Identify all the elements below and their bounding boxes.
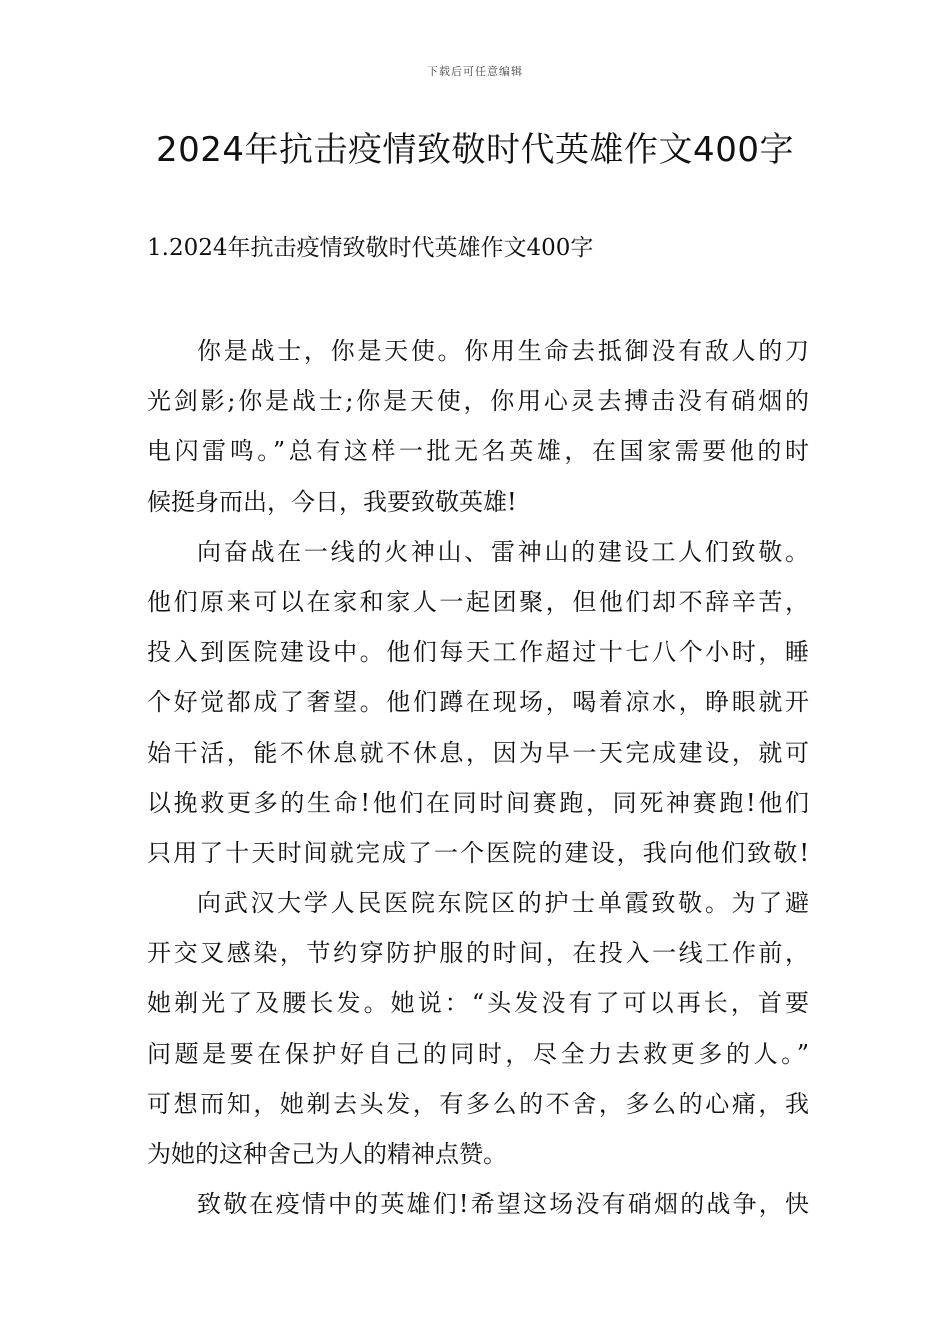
document-title: 2024年抗击疫情致敬时代英雄作文400字 [156, 130, 794, 170]
body-line: 候挺身而出，今日，我要致敬英雄! [147, 487, 517, 516]
body-line: 可想而知，她剃去头发，有多么的不舍，多么的心痛，我 [147, 1089, 809, 1118]
body-line: 始干活，能不休息就不休息，因为早一天完成建设，就可 [147, 738, 809, 767]
body-line: 问题是要在保护好自己的同时，尽全力去救更多的人。” [147, 1039, 809, 1068]
essay-body [147, 326, 809, 1229]
body-line: 向武汉大学人民医院东院区的护士单霞致敬。为了避 [197, 889, 809, 918]
body-line: 光剑影;你是战士;你是天使，你用心灵去搏击没有硝烟的 [147, 387, 809, 416]
body-line: 以挽救更多的生命!他们在同时间赛跑，同死神赛跑!他们 [147, 788, 809, 817]
body-line: 为她的这种舍己为人的精神点赞。 [147, 1140, 507, 1168]
body-line: 她剃光了及腰长发。她说：“头发没有了可以再长，首要 [147, 989, 809, 1018]
body-line: 只用了十天时间就完成了一个医院的建设，我向他们致敬! [147, 838, 809, 867]
header-note: 下载后可任意编辑 [427, 65, 523, 78]
body-line: 开交叉感染，节约穿防护服的时间，在投入一线工作前， [147, 939, 809, 968]
body-line: 向奋战在一线的火神山、雷神山的建设工人们致敬。 [197, 537, 809, 566]
body-line: 致敬在疫情中的英雄们!希望这场没有硝烟的战争，快 [197, 1190, 809, 1219]
body-line: 他们原来可以在家和家人一起团聚，但他们却不辞辛苦， [147, 587, 809, 616]
body-line: 个好觉都成了奢望。他们蹲在现场，喝着凉水，睁眼就开 [147, 688, 809, 717]
body-line: 电闪雷鸣。”总有这样一批无名英雄，在国家需要他的时 [147, 437, 809, 466]
section-heading: 1.2024年抗击疫情致敬时代英雄作文400字 [147, 235, 594, 261]
body-line: 投入到医院建设中。他们每天工作超过十七八个小时，睡 [147, 638, 809, 667]
body-line: 你是战士，你是天使。你用生命去抵御没有敌人的刀 [197, 337, 809, 365]
